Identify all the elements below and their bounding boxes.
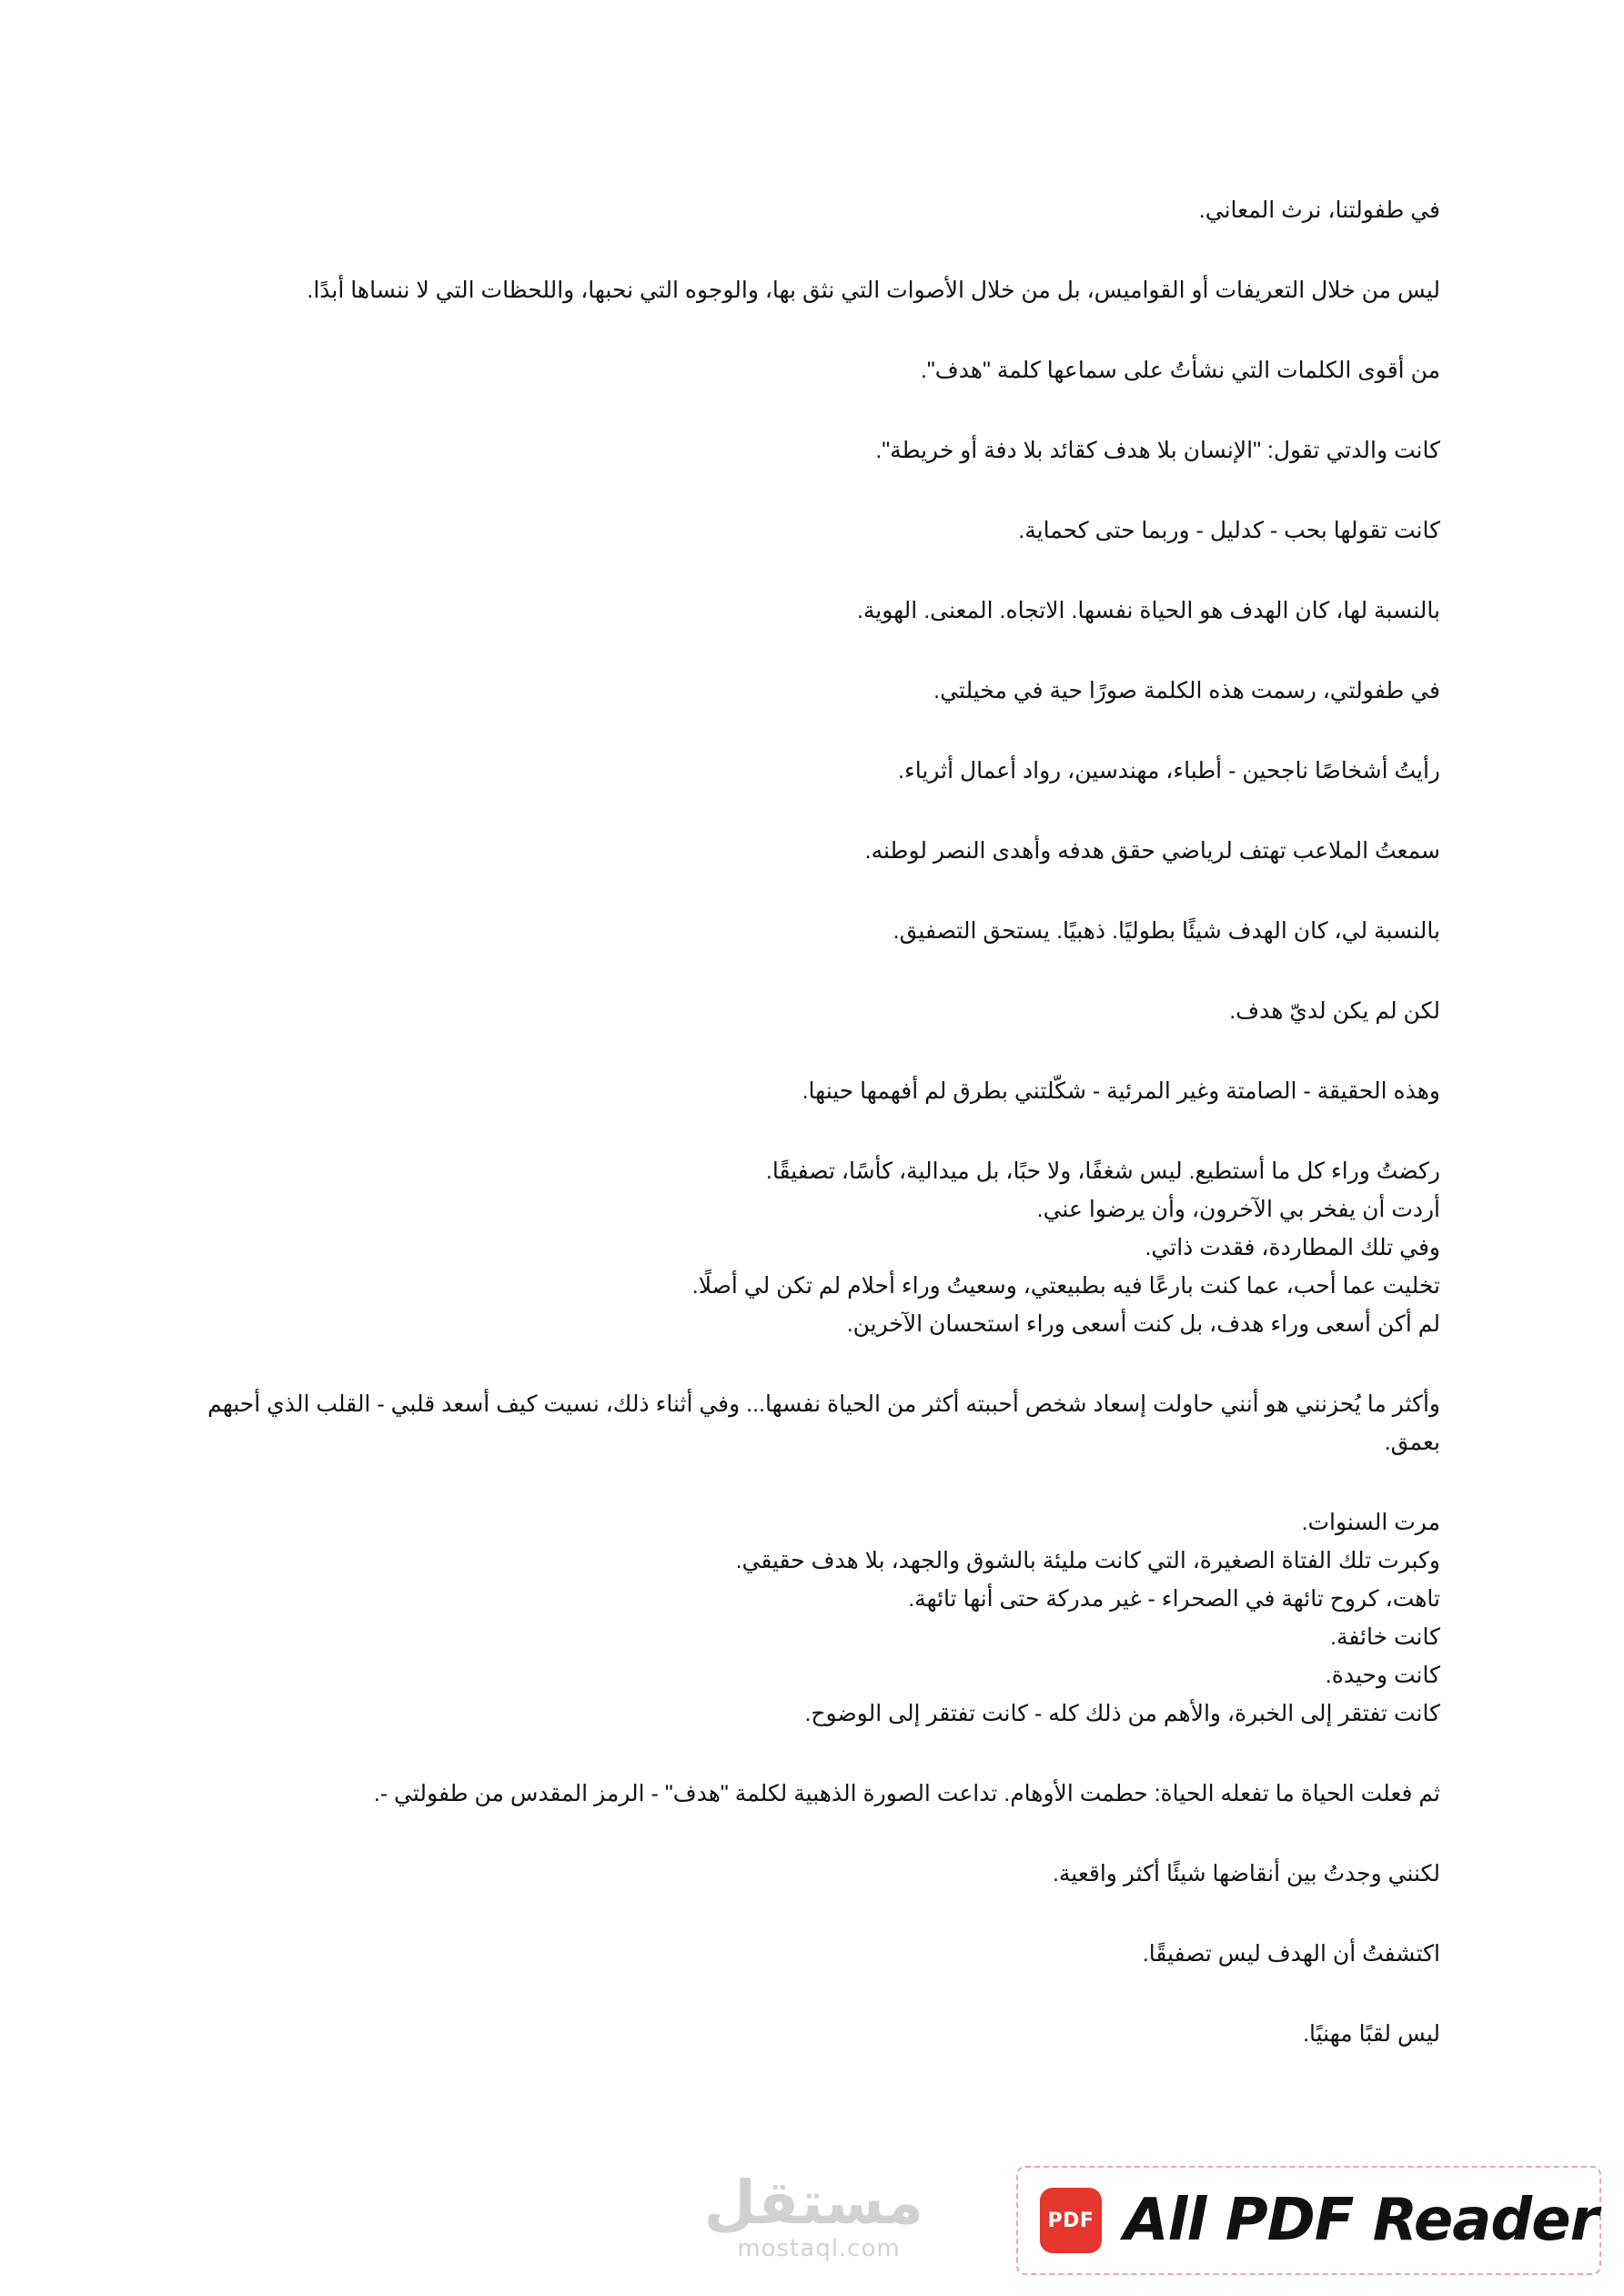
paragraph bbox=[196, 672, 1440, 710]
document-body bbox=[196, 191, 1440, 2095]
paragraph bbox=[196, 2015, 1440, 2053]
text-line: كانت والدتي تقول: "الإنسان بلا هدف كقائد بلا دفة أو خريطة". bbox=[875, 438, 1440, 463]
text-line: وكبرت تلك الفتاة الصغيرة، التي كانت مليئة بالشوق والجهد، بلا هدف حقيقي. bbox=[735, 1548, 1440, 1573]
paragraph bbox=[196, 351, 1440, 389]
text-line: وهذه الحقيقة - الصامتة وغير المرئية - شكّلتني بطرق لم أفهمها حينها. bbox=[802, 1078, 1440, 1104]
text-line: أردت أن يفخر بي الآخرون، وأن يرضوا عني. bbox=[1036, 1197, 1440, 1222]
paragraph bbox=[196, 1855, 1440, 1893]
paragraph bbox=[196, 511, 1440, 550]
paragraph bbox=[196, 1072, 1440, 1110]
text-line: رأيتُ أشخاصًا ناجحين - أطباء، مهندسين، رواد أعمال أثرياء. bbox=[898, 758, 1440, 784]
text-line: ليس لقبًا مهنيًا. bbox=[1303, 2021, 1440, 2047]
text-line: وفي تلك المطاردة، فقدت ذاتي. bbox=[1145, 1235, 1440, 1260]
paragraph bbox=[196, 752, 1440, 790]
text-line: ركضتُ وراء كل ما أستطيع. ليس شغفًا، ولا حبًا، بل ميدالية، كأسًا، تصفيقًا. bbox=[765, 1158, 1440, 1184]
paragraph bbox=[196, 431, 1440, 470]
text-line: لكنني وجدتُ بين أنقاضها شيئًا أكثر واقعية. bbox=[1052, 1861, 1440, 1886]
paragraph bbox=[196, 832, 1440, 870]
paragraph bbox=[196, 271, 1440, 309]
text-line: سمعتُ الملاعب تهتف لرياضي حقق هدفه وأهدى النصر لوطنه. bbox=[864, 838, 1440, 864]
paragraph bbox=[196, 912, 1440, 950]
text-line: ثم فعلت الحياة ما تفعله الحياة: حطمت الأوهام. تداعت الصورة الذهبية لكلمة "هدف" - الرمز المقدس من طفولتي -. bbox=[373, 1781, 1440, 1806]
text-line: في طفولتي، رسمت هذه الكلمة صورًا حية في مخيلتي. bbox=[933, 678, 1440, 703]
text-line: من أقوى الكلمات التي نشأتُ على سماعها كلمة "هدف". bbox=[920, 358, 1440, 383]
text-line: لم أكن أسعى وراء هدف، بل كنت أسعى وراء استحسان الآخرين. bbox=[846, 1311, 1440, 1337]
paragraph bbox=[196, 592, 1440, 630]
pdf-file-icon: PDF bbox=[1040, 2188, 1102, 2253]
text-line: كانت تفتقر إلى الخبرة، والأهم من ذلك كله - كانت تفتقر إلى الوضوح. bbox=[804, 1701, 1440, 1726]
text-line: بالنسبة لي، كان الهدف شيئًا بطوليًا. ذهبيًا. يستحق التصفيق. bbox=[893, 918, 1440, 944]
paragraph bbox=[196, 1775, 1440, 1813]
text-line: لكن لم يكن لديّ هدف. bbox=[1229, 998, 1440, 1024]
mostaql-watermark bbox=[703, 2168, 923, 2271]
paragraph bbox=[196, 1935, 1440, 1973]
watermark-url: mostaql.com bbox=[737, 2235, 901, 2262]
paragraph bbox=[196, 1385, 1440, 1462]
text-line: كانت تقولها بحب - كدليل - وربما حتى كحماية. bbox=[1018, 518, 1440, 543]
text-line: كانت وحيدة. bbox=[1325, 1663, 1440, 1688]
text-line: مرت السنوات. bbox=[1301, 1510, 1440, 1535]
paragraph bbox=[196, 992, 1440, 1030]
pdf-reader-badge[interactable] bbox=[1016, 2166, 1601, 2275]
text-line: في طفولتنا، نرث المعاني. bbox=[1198, 197, 1440, 223]
pdf-reader-title: All PDF Reader bbox=[1124, 2187, 1599, 2254]
paragraph bbox=[196, 191, 1440, 229]
text-line: بالنسبة لها، كان الهدف هو الحياة نفسها. الاتجاه. المعنى. الهوية. bbox=[856, 598, 1440, 623]
text-line: ليس من خلال التعريفات أو القواميس، بل من خلال الأصوات التي نثق بها، والوجوه التي نحبها، واللحظات التي لا ننساها أبدًا. bbox=[307, 278, 1440, 303]
text-line: وأكثر ما يُحزنني هو أنني حاولت إسعاد شخص أحببته أكثر من الحياة نفسها... وفي أثناء ذلك، نسيت كيف أسعد قلبي - القلب الذي أحبهم بعمق. bbox=[207, 1391, 1440, 1455]
paragraph bbox=[196, 1152, 1440, 1343]
text-line: تاهت، كروح تائهة في الصحراء - غير مدركة حتى أنها تائهة. bbox=[908, 1586, 1440, 1612]
text-line: كانت خائفة. bbox=[1330, 1624, 1440, 1650]
text-line: اكتشفتُ أن الهدف ليس تصفيقًا. bbox=[1142, 1941, 1440, 1967]
watermark-logo-text: مستقل bbox=[703, 2168, 923, 2238]
paragraph bbox=[196, 1503, 1440, 1733]
text-line: تخليت عما أحب، عما كنت بارعًا فيه بطبيعتي، وسعيتُ وراء أحلام لم تكن لي أصلًا. bbox=[691, 1273, 1440, 1299]
